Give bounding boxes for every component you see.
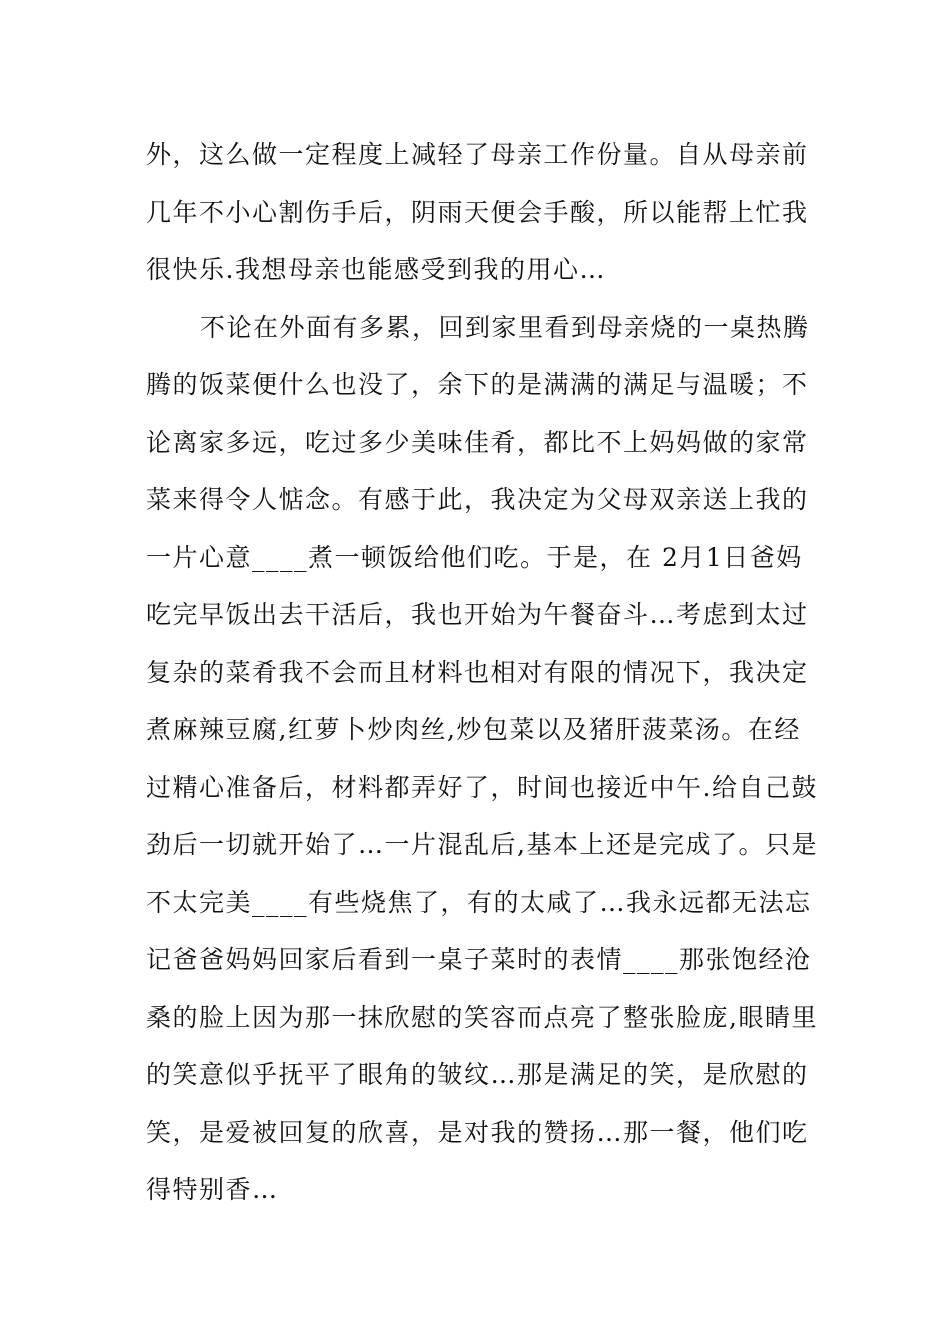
paragraph-line: 很快乐.我想母亲也能感受到我的用心… — [146, 255, 606, 284]
paragraph-2 — [146, 299, 818, 1219]
paragraph-line: 论离家多远，吃过多少美味佳肴，都比不上妈妈做的家常 — [146, 427, 809, 457]
paragraph-line: 得特别香… — [146, 1175, 279, 1204]
paragraph-line: 一片心意____煮一顿饭给他们吃。于是，在 2月1日爸妈 — [146, 542, 803, 572]
paragraph-line: 不太完美____有些烧焦了，有的太咸了…我永远都无法忘 — [146, 887, 812, 917]
paragraph-line: 不论在外面有多累，回到家里看到母亲烧的一桌热腾 — [200, 312, 810, 342]
paragraph-line: 复杂的菜肴我不会而且材料也相对有限的情况下，我决定 — [146, 657, 809, 687]
paragraph-line: 桑的脸上因为那一抹欣慰的笑容而点亮了整张脸庞,眼睛里 — [146, 1002, 818, 1032]
paragraph-line: 过精心准备后，材料都弄好了，时间也接近中午.给自己鼓 — [146, 772, 818, 802]
paragraph-line: 几年不小心割伤手后，阴雨天便会手酸，所以能帮上忙我 — [146, 197, 809, 227]
paragraph-1 — [146, 126, 811, 299]
paragraph-line: 吃完早饭出去干活后，我也开始为午餐奋斗…考虑到太过 — [146, 600, 809, 629]
document-body — [146, 126, 818, 1219]
paragraph-line: 劲后一切就开始了…一片混乱后,基本上还是完成了。只是 — [146, 830, 818, 859]
paragraph-line: 外，这么做一定程度上减轻了母亲工作份量。自从母亲前 — [146, 140, 809, 169]
paragraph-line: 的笑意似乎抚平了眼角的皱纹…那是满足的笑，是欣慰的 — [146, 1060, 809, 1089]
paragraph-line: 菜来得令人惦念。有感于此，我决定为父母双亲送上我的 — [146, 485, 809, 514]
paragraph-line: 煮麻辣豆腐,红萝卜炒肉丝,炒包菜以及猪肝菠菜汤。在经 — [146, 715, 801, 744]
paragraph-line: 记爸爸妈妈回家后看到一桌子菜时的表情____那张饱经沧 — [146, 945, 812, 974]
paragraph-line: 笑，是爱被回复的欣喜，是对我的赞扬…那一餐，他们吃 — [146, 1117, 809, 1147]
paragraph-line: 腾的饭菜便什么也没了，余下的是满满的满足与温暖；不 — [146, 370, 809, 399]
